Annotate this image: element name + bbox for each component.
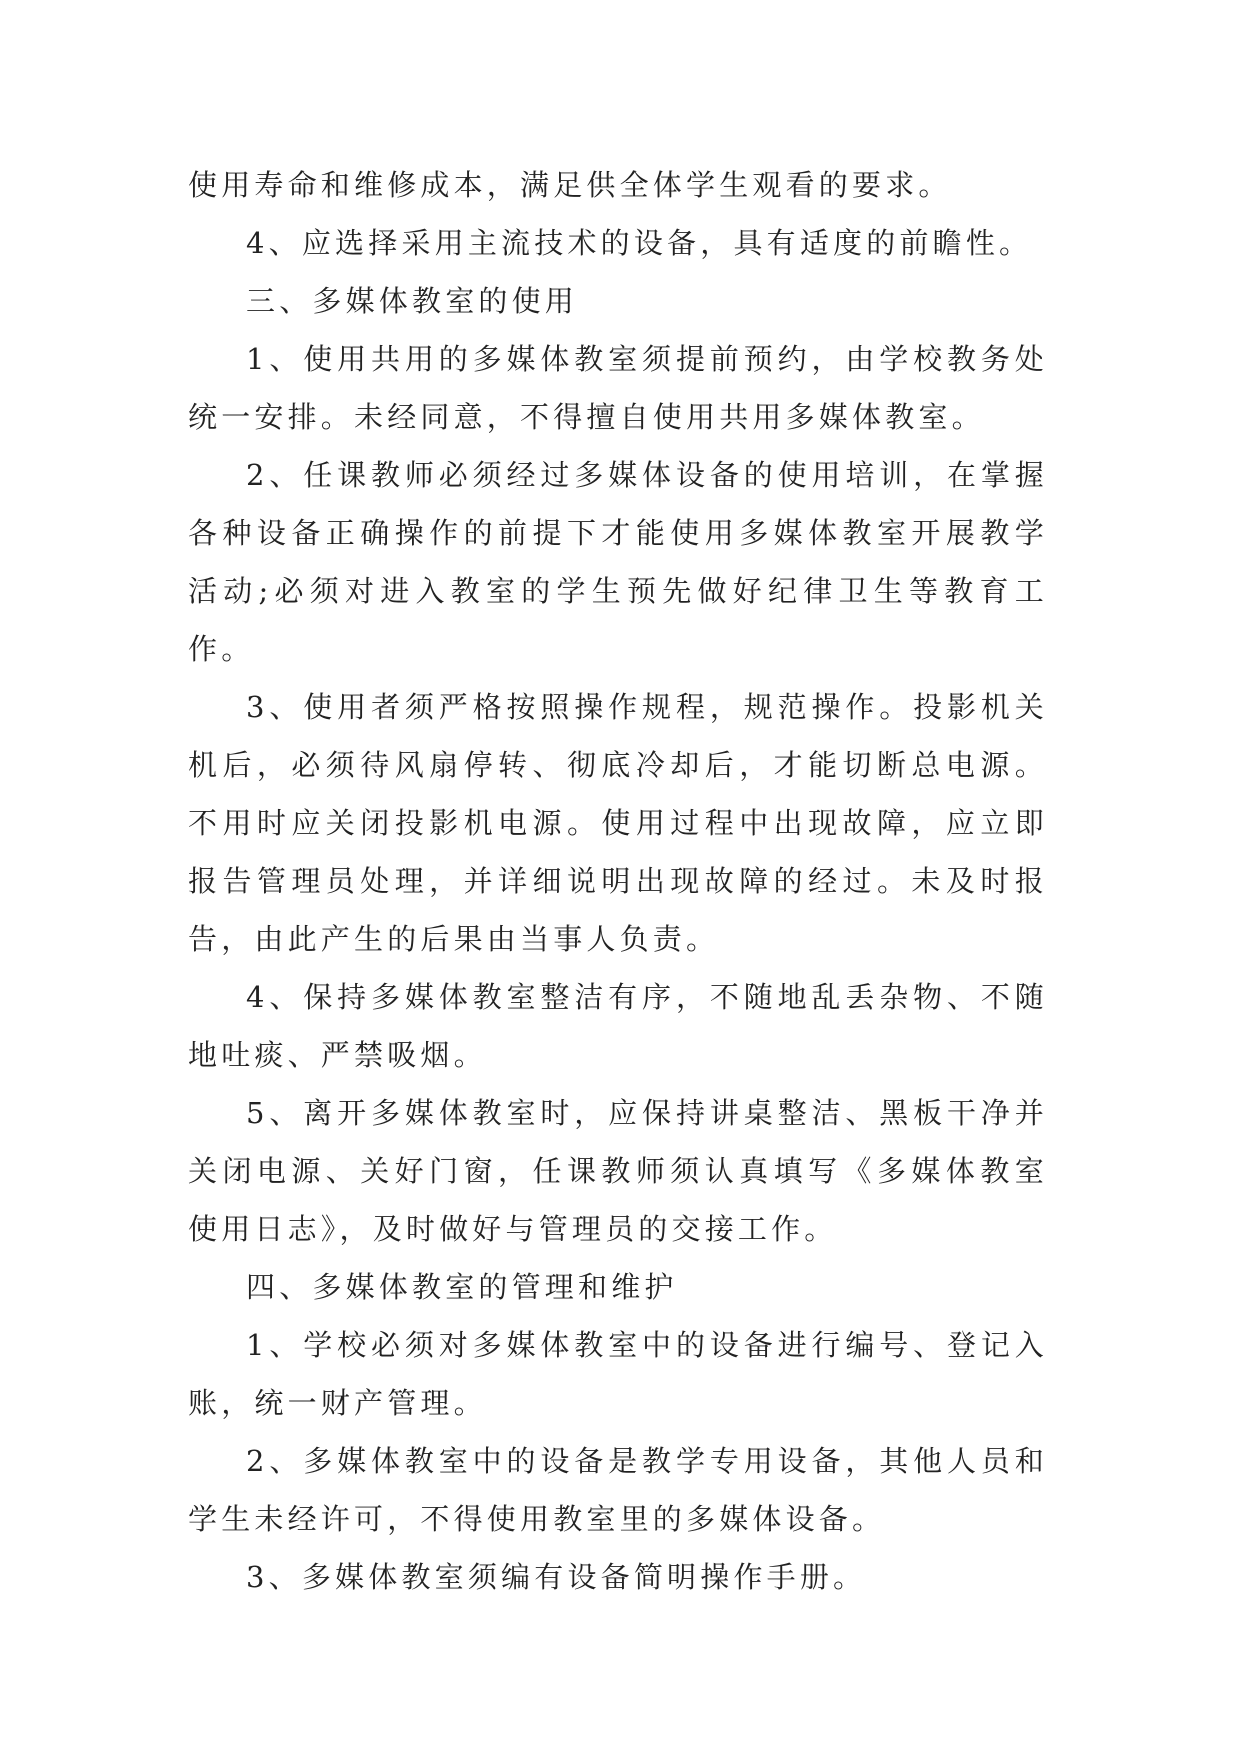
paragraph-usage-3: 3、使用者须严格按照操作规程，规范操作。投影机关机后，必须待风扇停转、彻底冷却后，才能切断总电源。不用时应关闭投影机电源。使用过程中出现故障，应立即报告管理员处理，并详细说明出现故障的经过。未及时报告，由此产生的后果由当事人负责。: [188, 690, 1048, 956]
section-heading-usage: 三、多媒体教室的使用: [246, 284, 579, 318]
paragraph-usage-4: 4、保持多媒体教室整洁有序，不随地乱丢杂物、不随地吐痰、严禁吸烟。: [188, 980, 1048, 1072]
paragraph-usage-1: 1、使用共用的多媒体教室须提前预约，由学校教务处统一安排。未经同意，不得擅自使用共用多媒体教室。: [188, 342, 1048, 434]
paragraph-usage-5: 5、离开多媒体教室时，应保持讲桌整洁、黑板干净并关闭电源、关好门窗，任课教师须认真填写《多媒体教室使用日志》，及时做好与管理员的交接工作。: [188, 1096, 1048, 1246]
document-body: [188, 156, 1048, 1606]
paragraph-continuation: 使用寿命和维修成本，满足供全体学生观看的要求。: [188, 168, 952, 202]
paragraph-management-2: 2、多媒体教室中的设备是教学专用设备，其他人员和学生未经许可，不得使用教室里的多媒体设备。: [188, 1444, 1048, 1536]
section-heading-management: 四、多媒体教室的管理和维护: [246, 1270, 678, 1304]
paragraph-usage-2: 2、任课教师必须经过多媒体设备的使用培训，在掌握各种设备正确操作的前提下才能使用多媒体教室开展教学活动;必须对进入教室的学生预先做好纪律卫生等教育工作。: [188, 458, 1048, 666]
paragraph-item-4-equipment: 4、应选择采用主流技术的设备，具有适度的前瞻性。: [246, 226, 1033, 260]
paragraph-management-3: 3、多媒体教室须编有设备简明操作手册。: [246, 1560, 867, 1594]
paragraph-management-1: 1、学校必须对多媒体教室中的设备进行编号、登记入账，统一财产管理。: [188, 1328, 1048, 1420]
